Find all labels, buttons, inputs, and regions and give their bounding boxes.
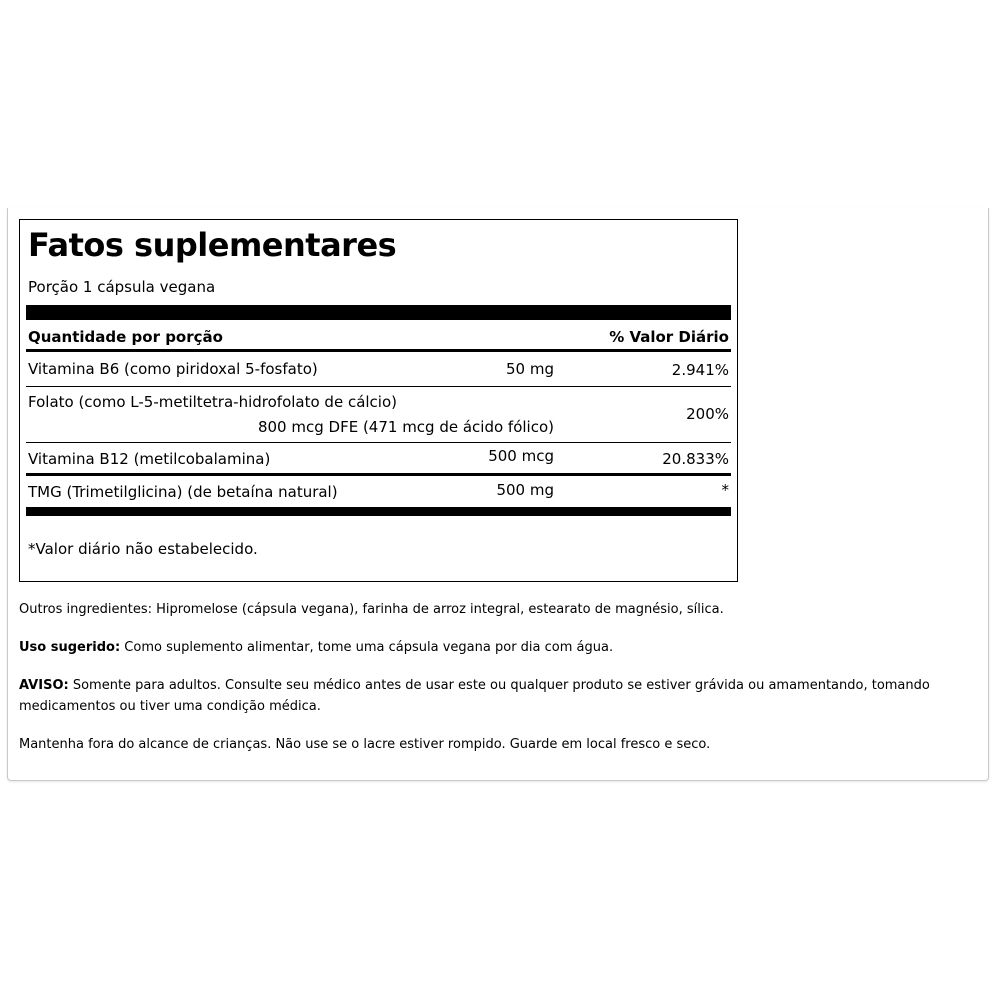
nutrient-daily-value: 2.941% (671, 361, 729, 379)
warning-line-continued: medicamentos ou tiver uma condição médica. (19, 699, 321, 714)
nutrient-daily-value: * (721, 481, 729, 499)
warning-line (19, 675, 930, 696)
nutrient-name: TMG (Trimetilglicina) (de betaína natural) (28, 483, 338, 501)
daily-value-header: % Valor Diário (609, 328, 729, 346)
nutrient-daily-value: 20.833% (662, 450, 729, 468)
nutrient-amount: 50 mg (506, 360, 554, 378)
suggested-use (19, 637, 613, 658)
thick-divider (26, 507, 731, 516)
nutrient-amount: 500 mg (496, 481, 554, 499)
row-divider (26, 442, 731, 443)
warning-label: AVISO: (19, 678, 69, 693)
suggested-use-text: Como suplemento alimentar, tome uma cápsula vegana por dia com água. (120, 640, 614, 655)
nutrient-amount: 500 mcg (488, 447, 554, 465)
nutrient-name: Vitamina B6 (como piridoxal 5-fosfato) (28, 360, 318, 378)
header-divider (26, 349, 731, 352)
nutrient-amount: 800 mcg DFE (471 mcg de ácido fólico) (257, 418, 554, 436)
other-ingredients: Outros ingredientes: Hipromelose (cápsula vegana), farinha de arroz integral, estearato de magnésio, sílica. (19, 602, 724, 617)
suggested-use-label: Uso sugerido: (19, 640, 121, 655)
supplement-facts-panel (19, 219, 738, 582)
daily-value-footnote: *Valor diário não estabelecido. (28, 540, 258, 558)
warning-text: Somente para adultos. Consulte seu médico antes de usar este ou qualquer produto se estiver grávida ou amamentando, tomando (68, 678, 930, 693)
nutrient-daily-value: 200% (686, 405, 729, 423)
serving-size: Porção 1 cápsula vegana (28, 278, 216, 296)
nutrient-name: Vitamina B12 (metilcobalamina) (28, 450, 271, 468)
amount-per-serving-header: Quantidade por porção (28, 328, 223, 346)
storage-instructions: Mantenha fora do alcance de crianças. Não use se o lacre estiver rompido. Guarde em local fresco e seco. (19, 737, 711, 752)
nutrient-name: Folato (como L-5-metiltetra-hidrofolato de cálcio) (28, 393, 397, 411)
row-divider (26, 473, 731, 476)
row-divider (26, 386, 731, 387)
thick-divider (26, 305, 731, 320)
facts-title: Fatos suplementares (28, 226, 397, 264)
